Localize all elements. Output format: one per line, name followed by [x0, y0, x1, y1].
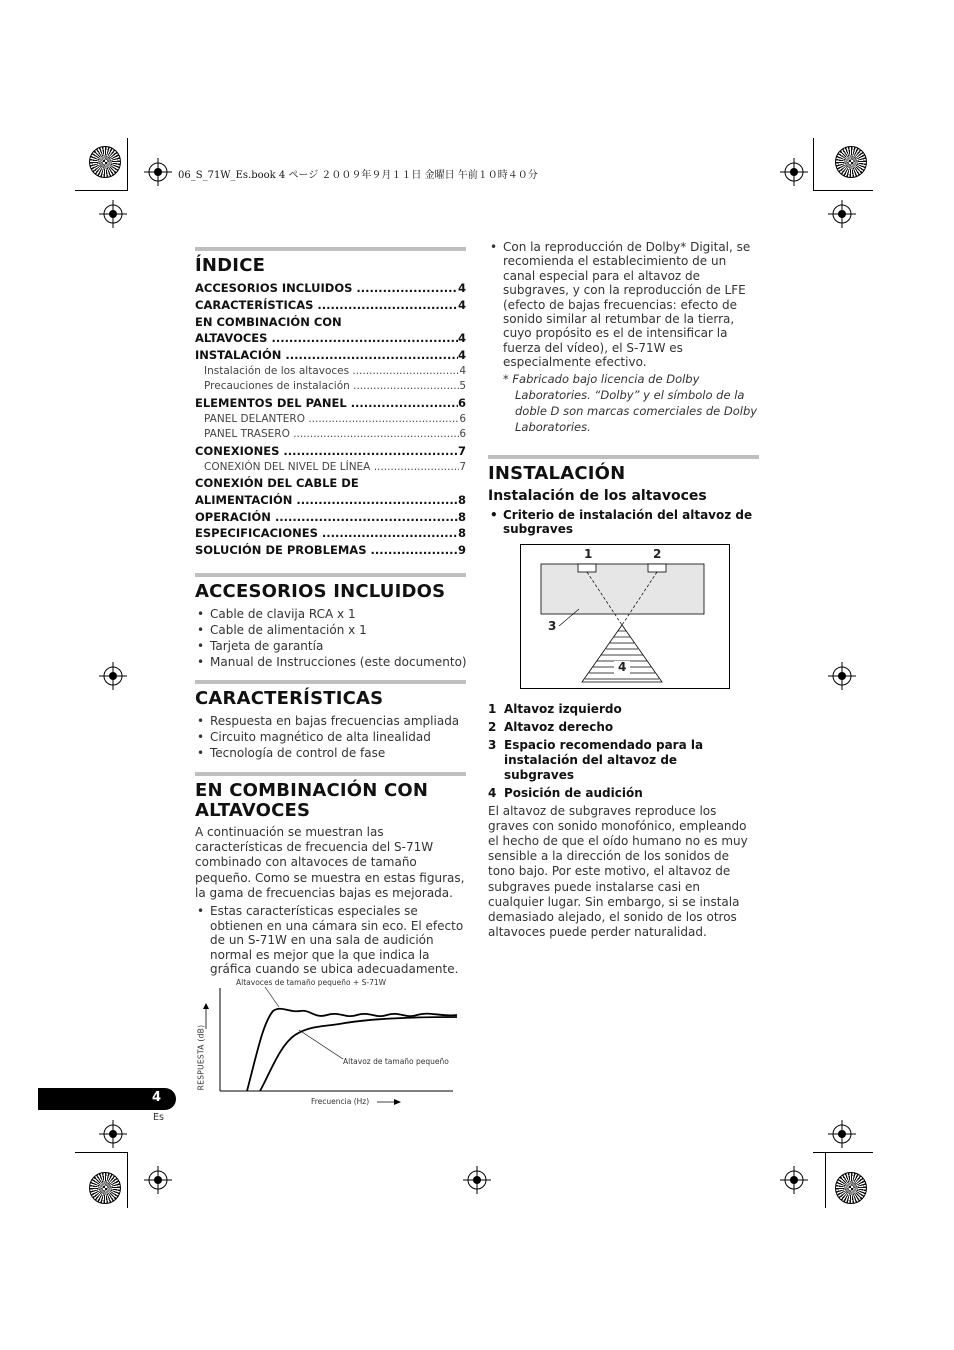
combinacion-title-line2: ALTAVOCES [195, 800, 311, 822]
combinacion-paragraph: A continuación se muestran las características de frecuencia del S-71W combinado con altavoces de tamaño pequeño. Como se muestra en estas figuras, la gama de frecuencias bajas es mejorada. [195, 825, 465, 900]
registration-target-icon [144, 158, 172, 186]
registration-sun-icon [835, 1172, 867, 1204]
toc-subitem[interactable]: Instalación de los altavoces ..... 4 [195, 364, 466, 380]
toc-subitem[interactable]: Precauciones de instalación ..... 5 [195, 379, 466, 395]
instalacion-subtitle: Instalación de los altavoces [488, 487, 707, 504]
list-item: • Criterio de instalación del altavoz de subgraves [488, 508, 759, 536]
small-speaker-response-curve [260, 1017, 457, 1091]
toc-item[interactable]: OPERACIÓN ..... 8 [195, 509, 466, 526]
crop-mark [813, 190, 873, 191]
language-code: Es [153, 1112, 164, 1123]
label-pointer [265, 987, 279, 1007]
list-item: • Circuito magnético de alta linealidad [195, 729, 466, 745]
instalacion-title: INSTALACIÓN [488, 462, 626, 484]
registration-target-icon [828, 1120, 856, 1148]
graph-xlabel: Frecuencia (Hz) [311, 1097, 370, 1107]
accesorios-title: ACCESORIOS INCLUIDOS [195, 581, 446, 603]
section-rule [195, 680, 466, 684]
legend-item: 4 Posición de audición [488, 785, 643, 800]
crop-mark [127, 1152, 128, 1208]
crop-mark [75, 190, 128, 191]
registration-sun-icon [89, 1172, 121, 1204]
toc-subitem[interactable]: PANEL TRASERO ..... 6 [195, 427, 466, 443]
list-item: • Tecnología de control de fase [195, 745, 466, 761]
table-of-contents [195, 280, 466, 559]
book-header: 06_S_71W_Es.book 4 ページ ２００９年９月１１日 金曜日 午前１０時４０分 [178, 170, 538, 181]
registration-target-icon [828, 200, 856, 228]
registration-target-icon [463, 1166, 491, 1194]
registration-target-icon [99, 200, 127, 228]
graph-ylabel: RESPUESTA (dB) [196, 1024, 206, 1091]
diagram-legend [488, 702, 759, 801]
criterio-list [488, 508, 759, 536]
page-number-tab [38, 1088, 176, 1110]
crop-mark [825, 1152, 826, 1208]
legend-item: 1 Altavoz izquierdo [488, 701, 622, 716]
toc-item[interactable]: ESPECIFICACIONES ..... 8 [195, 525, 466, 542]
room-area [541, 564, 704, 614]
toc-item[interactable]: SOLUCIÓN DE PROBLEMAS ..... 9 [195, 542, 466, 559]
legend-item: 2 Altavoz derecho [488, 719, 614, 734]
diagram-label-2: 2 [653, 546, 662, 561]
list-item: • Con la reproducción de Dolby* Digital, se recomienda el establecimiento de un canal especial para el altavoz de subgraves, y con la reproducción de LFE (efecto de bajas frecuencias: efecto de sonido similar al retumbar de la tierra, cuyo propósito es el de intensificar la fuerza del vídeo), el S-71W es especialmente efectivo. [488, 240, 759, 370]
placement-diagram [520, 544, 730, 689]
list-item: • Estas características especiales se obtienen en una cámara sin eco. El efecto de un S-71W en una sala de audición normal es mejor que la que indica la gráfica cuando se ubica adecuadamente. [195, 904, 466, 977]
crop-mark [813, 1152, 873, 1153]
graph-label-combined: Altavoces de tamaño pequeño + S-71W [236, 978, 387, 988]
list-item: • Cable de alimentación x 1 [195, 622, 466, 638]
left-column [195, 247, 466, 1111]
registration-target-icon [99, 1120, 127, 1148]
section-rule [195, 772, 466, 776]
frequency-graph [195, 978, 466, 1111]
combinacion-title-line1: EN COMBINACIÓN CON [195, 780, 429, 802]
right-speaker-icon [648, 564, 666, 572]
right-column [488, 240, 759, 940]
toc-item[interactable]: CONEXIONES ..... 7 [195, 443, 466, 460]
toc-item-line1[interactable]: EN COMBINACIÓN CON [195, 314, 342, 329]
diagram-label-1: 1 [584, 546, 593, 561]
caracteristicas-list [195, 713, 466, 761]
toc-item-line1[interactable]: CONEXIÓN DEL CABLE DE [195, 476, 359, 491]
section-rule [195, 247, 466, 251]
combinacion-list [195, 904, 466, 977]
caracteristicas-title: CARACTERÍSTICAS [195, 688, 384, 710]
toc-item[interactable]: ALIMENTACIÓN ..... 8 [195, 492, 466, 509]
left-speaker-icon [578, 564, 596, 572]
combined-response-curve [247, 1009, 457, 1091]
diagram-label-4: 4 [618, 659, 627, 674]
list-item: • Cable de clavija RCA x 1 [195, 606, 466, 622]
page-number: 4 [152, 1090, 162, 1105]
legend-item: 3 Espacio recomendado para la instalación del altavoz de subgraves [488, 737, 704, 782]
toc-item[interactable]: ELEMENTOS DEL PANEL ..... 6 [195, 395, 466, 412]
registration-target-icon [144, 1166, 172, 1194]
section-rule [488, 455, 759, 459]
toc-item[interactable]: CARACTERÍSTICAS ..... 4 [195, 297, 466, 314]
toc-item[interactable]: INSTALACIÓN ..... 4 [195, 347, 466, 364]
combinacion-title [195, 781, 466, 821]
registration-sun-icon [89, 146, 121, 178]
registration-target-icon [780, 1166, 808, 1194]
list-item: • Respuesta en bajas frecuencias ampliada [195, 713, 466, 729]
accesorios-list [195, 606, 466, 670]
toc-subitem[interactable]: CONEXIÓN DEL NIVEL DE LÍNEA ..... 7 [195, 460, 466, 476]
crop-mark [813, 138, 814, 190]
instalacion-paragraph: El altavoz de subgraves reproduce los graves con sonido monofónico, empleando el hecho de que el oído humano no es muy sensible a la dirección de los sonidos de tono bajo. Por este motivo, el altavoz de subgraves puede instalarse casi en cualquier lugar. Sin embargo, si se instala demasiado alejado, el sonido de los otros altavoces puede perder naturalidad. [488, 803, 748, 940]
label-pointer [299, 1030, 343, 1059]
diagram-label-3: 3 [548, 618, 557, 633]
y-arrowhead-icon [203, 1003, 209, 1009]
toc-subitem[interactable]: PANEL DELANTERO ..... 6 [195, 412, 466, 428]
registration-sun-icon [835, 146, 867, 178]
list-item: • Tarjeta de garantía [195, 638, 466, 654]
dolby-note: * Fabricado bajo licencia de Dolby Laboratories. “Dolby” y el símbolo de la doble D son marcas comerciales de Dolby Laboratories. [503, 371, 758, 434]
registration-target-icon [99, 662, 127, 690]
dolby-list [488, 240, 759, 370]
section-rule [195, 573, 466, 577]
frequency-graph-svg [195, 983, 466, 1111]
toc-item[interactable]: ACCESORIOS INCLUIDOS ..... 4 [195, 280, 466, 297]
registration-target-icon [780, 158, 808, 186]
crop-mark [75, 1152, 128, 1153]
indice-title: ÍNDICE [195, 255, 266, 276]
x-arrowhead-icon [394, 1099, 401, 1105]
crop-mark [127, 138, 128, 190]
toc-item[interactable]: ALTAVOCES ..... 4 [195, 330, 466, 347]
list-item: • Manual de Instrucciones (este documento) [195, 654, 466, 670]
graph-label-small: Altavoz de tamaño pequeño [343, 1057, 449, 1067]
registration-target-icon [828, 662, 856, 690]
